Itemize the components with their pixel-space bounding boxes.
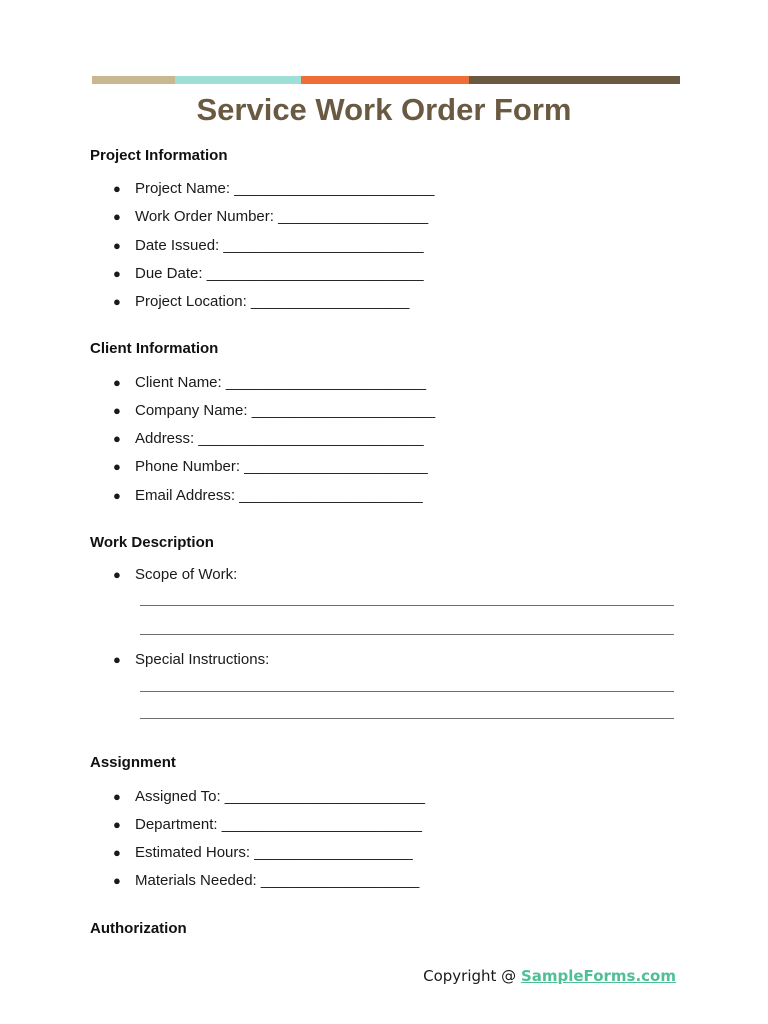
page-title: Service Work Order Form [196,92,572,127]
list-item[interactable]: ● Materials Needed: ___________________ [113,872,420,889]
list-item[interactable]: ● Estimated Hours: ___________________ [113,844,413,861]
list-item[interactable]: ● Address: ___________________________ [113,430,424,447]
bullet-icon: ● [113,488,121,503]
sampleforms-link[interactable]: SampleForms.com [520,967,676,985]
list-item[interactable]: ● Assigned To: ________________________ [113,788,425,805]
section-heading-project: Project Information [90,147,228,164]
list-item[interactable]: ● Date Issued: ________________________ [113,237,424,254]
instructions-line-2[interactable] [140,718,674,719]
bullet-icon: ● [113,266,121,281]
bullet-icon: ● [113,459,121,474]
bullet-icon: ● [113,789,121,804]
bullet-icon: ● [113,431,121,446]
list-item[interactable]: ● Project Name: ________________________ [113,180,435,197]
list-item[interactable]: ● Project Location: ___________________ [113,293,410,310]
section-heading-work: Work Description [90,534,214,551]
bullet-icon: ● [113,652,121,667]
bullet-icon: ● [113,209,121,224]
instructions-line-1[interactable] [140,691,674,692]
bullet-icon: ● [113,181,121,196]
bullet-icon: ● [113,567,121,582]
bullet-icon: ● [113,375,121,390]
color-bar-segment [175,76,301,84]
list-item[interactable]: ● Company Name: ______________________ [113,402,436,419]
list-item[interactable]: ● Phone Number: ______________________ [113,458,428,475]
color-bar [92,76,680,84]
section-heading-assignment: Assignment [90,754,176,771]
bullet-icon: ● [113,238,121,253]
list-item: ● Scope of Work: [113,566,238,583]
bullet-icon: ● [113,845,121,860]
scope-line-2[interactable] [140,634,674,635]
copyright-text: Copyright @ [423,967,521,985]
bullet-icon: ● [113,294,121,309]
section-heading-authorization: Authorization [90,920,187,937]
color-bar-segment [92,76,175,84]
list-item: ● Special Instructions: [113,651,270,668]
color-bar-segment [301,76,469,84]
bullet-icon: ● [113,873,121,888]
color-bar-segment [469,76,680,84]
footer [423,967,676,985]
list-item[interactable]: ● Email Address: ______________________ [113,487,423,504]
list-item[interactable]: ● Work Order Number: __________________ [113,208,429,225]
list-item[interactable]: ● Department: ________________________ [113,816,422,833]
bullet-icon: ● [113,817,121,832]
list-item[interactable]: ● Client Name: ________________________ [113,374,427,391]
section-heading-client: Client Information [90,340,219,357]
list-item[interactable]: ● Due Date: __________________________ [113,265,424,282]
scope-line-1[interactable] [140,605,674,606]
bullet-icon: ● [113,403,121,418]
